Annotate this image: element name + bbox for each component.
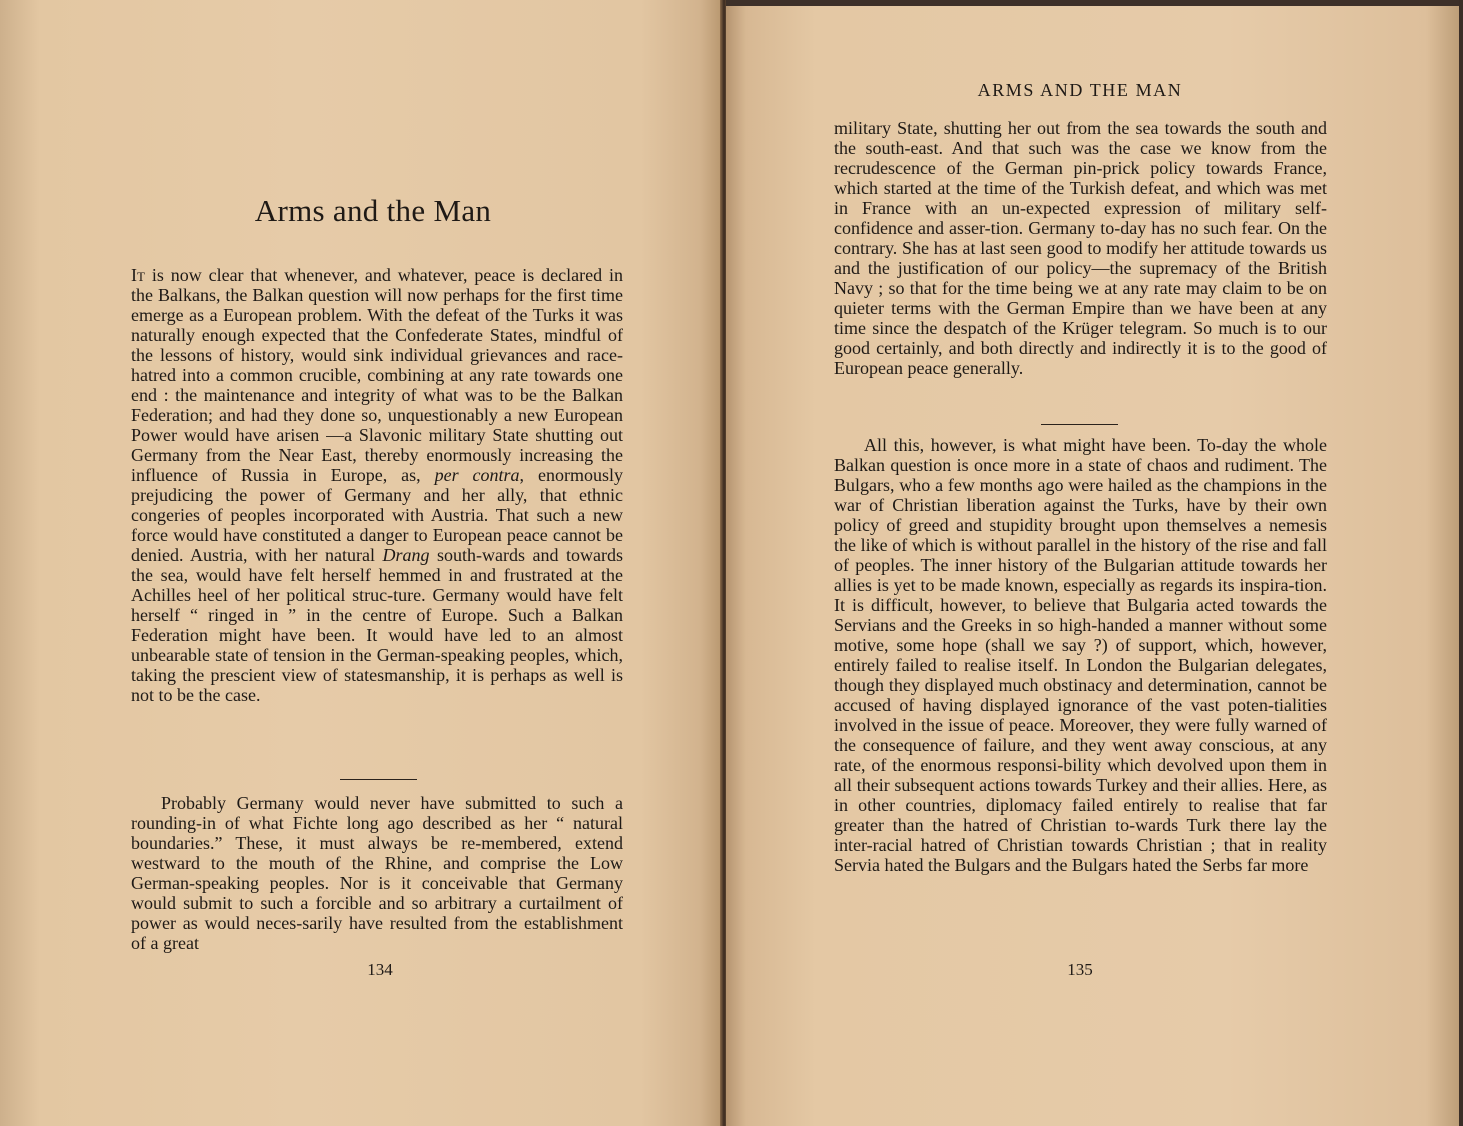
section-divider [1041, 424, 1118, 425]
page-right-edge [1459, 0, 1463, 1126]
italic-word: Drang [382, 545, 430, 565]
page-top-edge [726, 0, 1463, 6]
text-run: south-wards and towards the sea, would have felt herself hemmed in and frustrated at the Achilles heel of her political struc-ture. Germany would have felt herself “ ringed in ” in the centre of Europe. Such a Balkan Federation might have been. It would have led to an almost unbearable state of tension in the German-speaking peoples, which, taking the prescient view of statesmanship, it is perhaps as well is not to be the case. [131, 545, 623, 705]
right-body-text-2 [834, 435, 1327, 875]
text-run: is now clear that whenever, and whatever, peace is declared in the Balkans, the Balkan question will now perhaps for the first time emerge as a European problem. With the defeat of the Turks it was naturally enough expected that the Confederate States, mindful of the lessons of history, would sink individual grievances and race-hatred into a common crucible, combining at any rate towards one end : the maintenance and integrity of what was to be the Balkan Federation; and had they done so, unquestionably a new European Power would have arisen —a Slavonic military State shutting out Germany from the Near East, thereby enormously increasing the influence of Russia in Europe, as, [131, 265, 623, 485]
section-divider [340, 779, 417, 780]
text-run: , enormously prejudicing the power of Germany and her ally, that ethnic congeries of peoples incorporated with Austria. That such a new force would have constituted a danger to European peace cannot be denied. Austria, with her natural [131, 465, 623, 565]
left-paragraph-2: Probably Germany would never have submitted to such a rounding-in of what Fichte long ago described as her “ natural boundaries.” These, it must always be re-membered, extend westward to the mouth of the Rhine, and comprise the Low German-speaking peoples. Nor is it conceivable that Germany would submit to such a forcible and so arbitrary a curtailment of power as would neces-sarily have resulted from the establishment of a great [131, 793, 623, 953]
chapter-title: Arms and the Man [254, 193, 492, 228]
right-page [726, 0, 1463, 1126]
drop-word: It [131, 265, 145, 285]
left-body-text [131, 265, 623, 705]
left-body-text-2 [131, 793, 623, 953]
running-head: ARMS AND THE MAN [977, 80, 1183, 100]
italic-phrase: per contra [434, 465, 520, 485]
right-paragraph-2: All this, however, is what might have been. To-day the whole Balkan question is once more in a state of chaos and rudiment. The Bulgars, who a few months ago were hailed as the champions in the war of Christian liberation against the Turks, have by their own policy of greed and stupidity brought upon themselves a nemesis the like of which is without parallel in the history of the rise and fall of peoples. The inner history of the Bulgarian attitude towards her allies is yet to be made known, especially as regards its inspira-tion. It is difficult, however, to believe that Bulgaria acted towards the Servians and the Greeks in so high-handed a manner without some motive, some hope (shall we say ?) of support, which, however, entirely failed to realise itself. In London the Bulgarian delegates, though they displayed much obstinacy and determination, cannot be accused of having displayed ignorance of the vast poten-tialities involved in the issue of peace. Moreover, they were fully warned of the consequence of failure, and they went away conscious, at any rate, of the enormous responsi-bility which devolved upon them in all their subsequent actions towards Turkey and their allies. Here, as in other countries, diplomacy failed entirely to realise that far greater than the hatred of Christian to-wards Turk there lay the inter-racial hatred of Christian towards Christian ; that in reality Servia hated the Bulgars and the Bulgars hated the Serbs far more [834, 435, 1327, 875]
left-paragraph-1 [131, 265, 623, 705]
right-paragraph-1: military State, shutting her out from the sea towards the south and the south-east. And that such was the case we know from the recrudescence of the German pin-prick policy towards France, which started at the time of the Turkish defeat, and which was met in France with an un-expected expression of military self-confidence and asser-tion. Germany to-day has no such fear. On the contrary. She has at last seen good to modify her attitude towards us and the justification of our policy—the supremacy of the British Navy ; so that for the time being we at any rate may claim to be on quieter terms with the German Empire than we have been at any time since the despatch of the Krüger telegram. So much is to our good certainly, and both directly and indirectly it is to the good of European peace generally. [834, 118, 1327, 378]
page-number-left: 134 [367, 960, 393, 979]
page-number-right: 135 [1067, 960, 1093, 979]
left-page [0, 0, 722, 1126]
right-body-text [834, 118, 1327, 378]
